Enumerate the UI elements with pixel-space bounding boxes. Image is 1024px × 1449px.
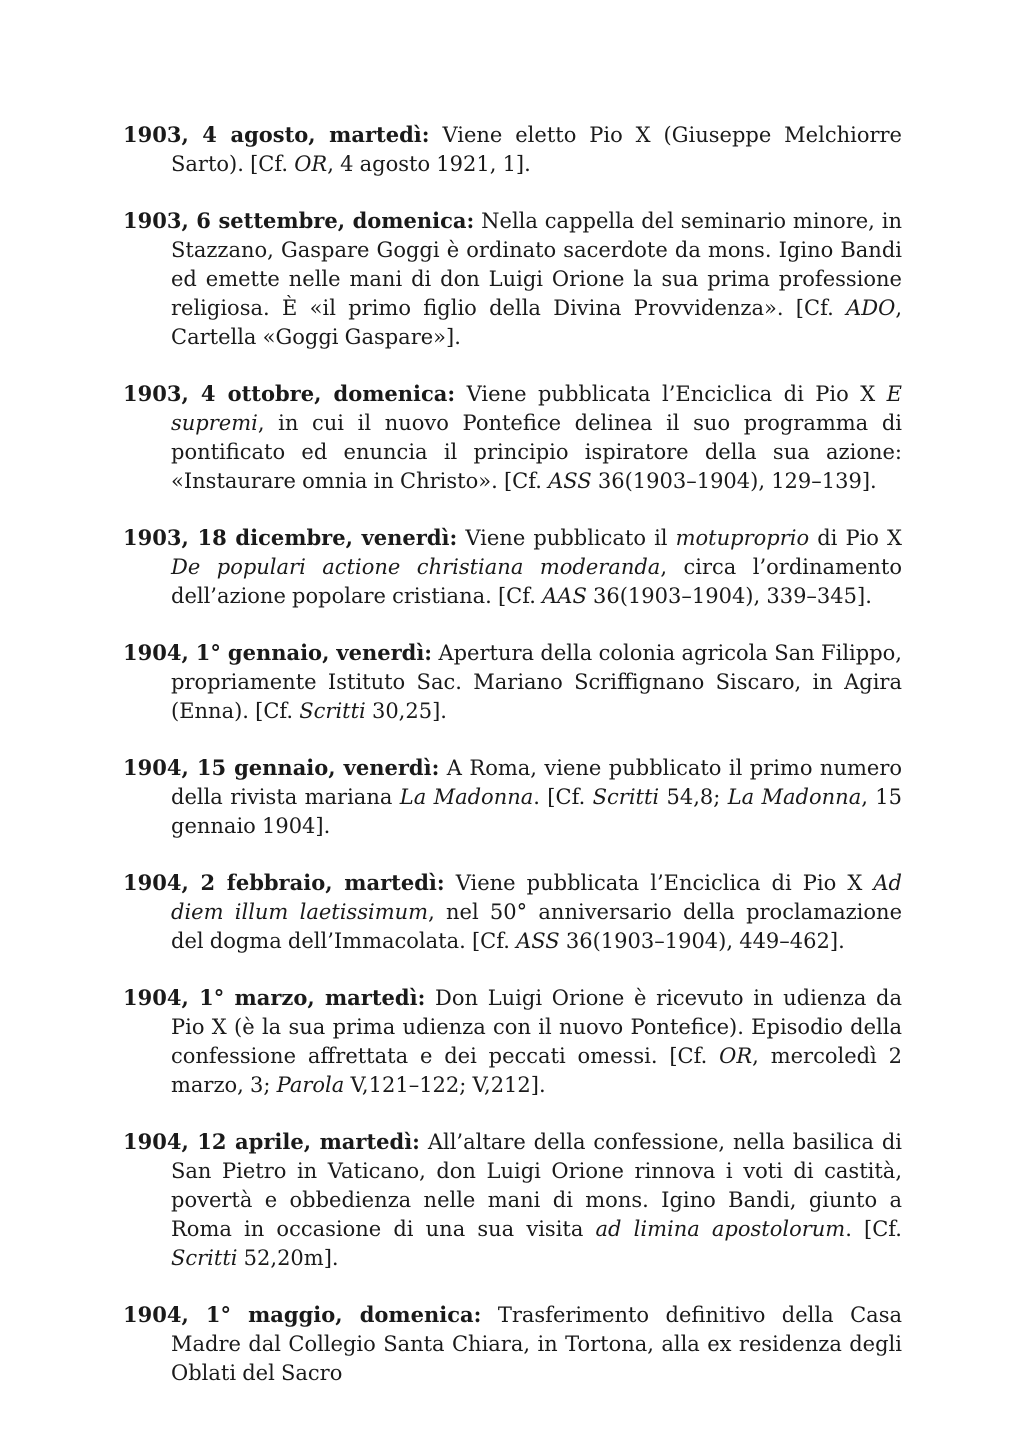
entry-text: 36(1903–1904), 449–462].: [559, 929, 845, 953]
entry-text: , nel 50° anniversario della proclamazione del dogma dell’Immacolata. [Cf.: [171, 900, 902, 953]
entry-text: , in cui il nuovo Pontefice delinea il suo programma di pontificato ed enuncia il principio ispiratore della sua azione: «Instaurare omnia in Christo». [Cf.: [171, 411, 902, 493]
chronology-entry: [123, 523, 902, 611]
entry-date: 1903, 18 dicembre, venerdì:: [123, 525, 458, 550]
entry-italic-text: OR: [719, 1044, 753, 1068]
entry-date: 1903, 4 agosto, martedì:: [123, 122, 430, 147]
chronology-entry: [123, 379, 902, 496]
entry-italic-text: ASS: [516, 929, 560, 953]
entry-date: 1904, 15 gennaio, venerdì:: [123, 755, 440, 780]
entry-date: 1904, 1° maggio, domenica:: [123, 1302, 482, 1327]
entry-text: , mercoledì 2 marzo, 3;: [171, 1044, 902, 1097]
chronology-list: [123, 120, 902, 1415]
entry-text: . [Cf.: [845, 1217, 902, 1241]
entry-date: 1903, 4 ottobre, domenica:: [123, 381, 456, 406]
entry-text: All’altare della confessione, nella basilica di San Pietro in Vaticano, don Luigi Orione rinnova i voti di castità, povertà e obbedienza nelle mani di mons. Igino Bandi, giunto a Roma in occasione di una sua visita: [171, 1130, 902, 1241]
entry-date: 1904, 12 aprile, martedì:: [123, 1129, 420, 1154]
entry-italic-text: Scritti: [592, 785, 660, 809]
entry-date: 1904, 1° marzo, martedì:: [123, 985, 426, 1010]
entry-italic-text: Scritti: [299, 699, 366, 723]
entry-text: . [Cf.: [533, 785, 593, 809]
chronology-entry: [123, 638, 902, 726]
entry-text: Nella cappella del seminario minore, in Stazzano, Gaspare Goggi è ordinato sacerdote da mons. Igino Bandi ed emette nelle mani di don Luigi Orione la sua prima professione religiosa. È «il primo figlio della Divina Provvidenza». [Cf.: [171, 209, 902, 320]
chronology-entry: [123, 120, 902, 179]
entry-italic-text: Parola: [276, 1073, 345, 1097]
chronology-entry: [123, 1300, 902, 1388]
entry-text: V,121–122; V,212].: [344, 1073, 546, 1097]
entry-italic-text: ADO: [846, 296, 896, 320]
entry-text: , 4 agosto 1921, 1].: [327, 152, 531, 176]
entry-italic-text: OR: [294, 152, 328, 176]
entry-text: Viene pubblicata l’Enciclica di Pio X: [455, 382, 887, 406]
entry-italic-text: ASS: [548, 469, 592, 493]
entry-date: 1904, 2 febbraio, martedì:: [123, 870, 445, 895]
entry-text: 54,8;: [659, 785, 728, 809]
entry-text: Viene eletto Pio X (Giuseppe Melchiorre Sarto). [Cf.: [171, 123, 902, 176]
entry-italic-text: motuproprio: [675, 526, 810, 550]
chronology-entry: [123, 983, 902, 1100]
entry-text: A Roma, viene pubblicato il primo numero della rivista mariana: [171, 756, 902, 809]
entry-text: di Pio X: [809, 526, 902, 550]
chronology-entry: [123, 868, 902, 956]
chronology-entry: [123, 1127, 902, 1273]
entry-italic-text: ad limina apostolorum: [595, 1217, 846, 1241]
entry-italic-text: AAS: [542, 584, 587, 608]
entry-text: Trasferimento definitivo della Casa Madre dal Collegio Santa Chiara, in Tortona, alla ex residenza degli Oblati del Sacro: [171, 1303, 902, 1385]
entry-text: Viene pubblicato il: [457, 526, 676, 550]
entry-date: 1904, 1° gennaio, venerdì:: [123, 640, 433, 665]
entry-italic-text: De populari actione christiana moderanda: [171, 555, 661, 579]
entry-text: Viene pubblicata l’Enciclica di Pio X: [444, 871, 874, 895]
entry-italic-text: La Madonna: [399, 785, 534, 809]
entry-text: 30,25].: [365, 699, 447, 723]
chronology-entry: [123, 206, 902, 352]
entry-italic-text: Ad diem illum laetissimum: [171, 871, 902, 924]
entry-text: 52,20m].: [237, 1246, 339, 1270]
entry-text: , circa l’ordinamento dell’azione popolare cristiana. [Cf.: [171, 555, 902, 608]
entry-italic-text: E supremi: [171, 382, 902, 435]
entry-italic-text: Scritti: [171, 1246, 238, 1270]
entry-text: Apertura della colonia agricola San Filippo, propriamente Istituto Sac. Mariano Scriffignano Siscaro, in Agira (Enna). [Cf.: [171, 641, 902, 723]
chronology-entry: [123, 753, 902, 841]
entry-date: 1903, 6 settembre, domenica:: [123, 208, 475, 233]
entry-text: Don Luigi Orione è ricevuto in udienza da Pio X (è la sua prima udienza con il nuovo Pontefice). Episodio della confessione affrettata e dei peccati omessi. [Cf.: [171, 986, 902, 1068]
entry-text: 36(1903–1904), 129–139].: [591, 469, 877, 493]
entry-text: , 15 gennaio 1904].: [171, 785, 902, 838]
entry-italic-text: La Madonna: [727, 785, 862, 809]
entry-text: 36(1903–1904), 339–345].: [586, 584, 872, 608]
entry-text: , Cartella «Goggi Gaspare»].: [171, 296, 902, 349]
